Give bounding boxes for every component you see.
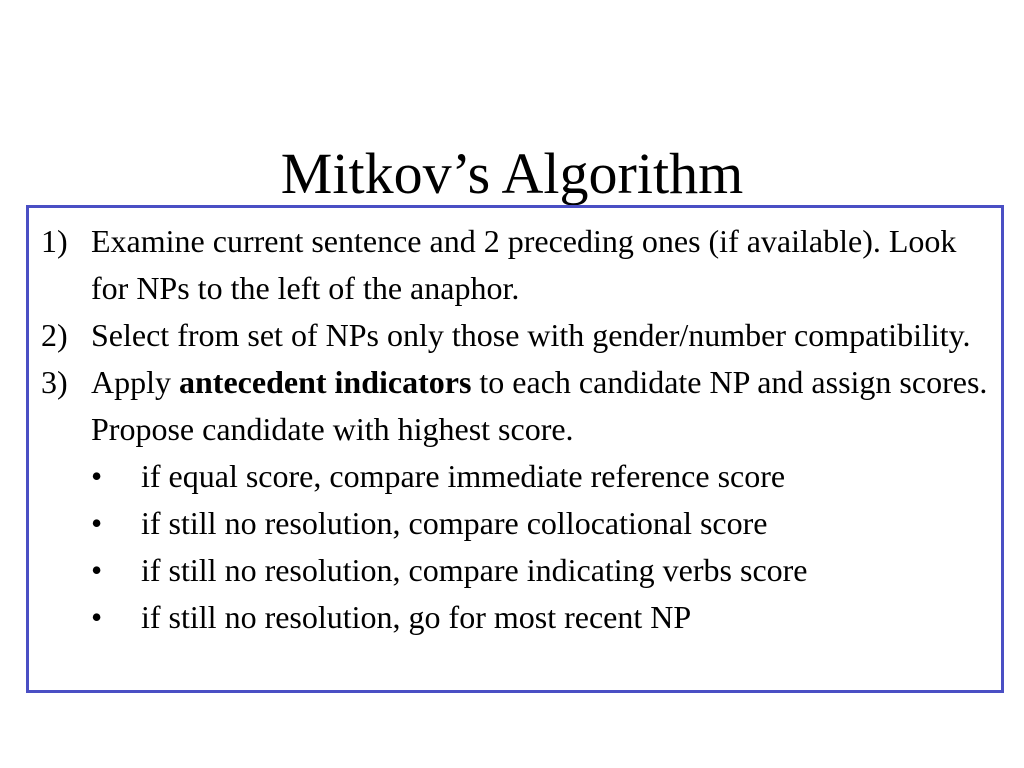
step-number: 3) [41, 364, 68, 400]
bullet-text: if still no resolution, compare collocational score [141, 505, 768, 541]
list-item [91, 547, 996, 594]
bullet-text: if equal score, compare immediate reference score [141, 458, 786, 494]
list-item [91, 500, 996, 547]
step-number: 2) [41, 317, 68, 353]
step-2 [41, 312, 996, 359]
step-text [91, 359, 996, 453]
steps-list [41, 218, 996, 641]
antecedent-indicators-term: antecedent indicators [179, 364, 472, 400]
step-3 [41, 359, 996, 641]
step-text-rest: to each candidate NP and assign scores. Propose candidate with highest score. [91, 364, 988, 447]
bullet-text: if still no resolution, go for most recent NP [141, 599, 692, 635]
step-number: 1) [41, 223, 68, 259]
bullet-icon: • [91, 505, 103, 541]
list-item [91, 594, 996, 641]
list-item [91, 453, 996, 500]
bullet-icon: • [91, 599, 103, 635]
bullet-icon: • [91, 458, 103, 494]
step-text: Examine current sentence and 2 preceding ones (if available). Look for NPs to the left of the anaphor. [91, 223, 957, 306]
step-text: Select from set of NPs only those with gender/number compatibility. [91, 317, 971, 353]
slide-title: Mitkov’s Algorithm [280, 140, 744, 206]
algorithm-box [26, 205, 1004, 693]
bullet-icon: • [91, 552, 103, 588]
bullet-text: if still no resolution, compare indicating verbs score [141, 552, 808, 588]
tie-break-list [91, 453, 996, 641]
step-1 [41, 218, 996, 312]
step-text-lead: Apply [91, 364, 179, 400]
